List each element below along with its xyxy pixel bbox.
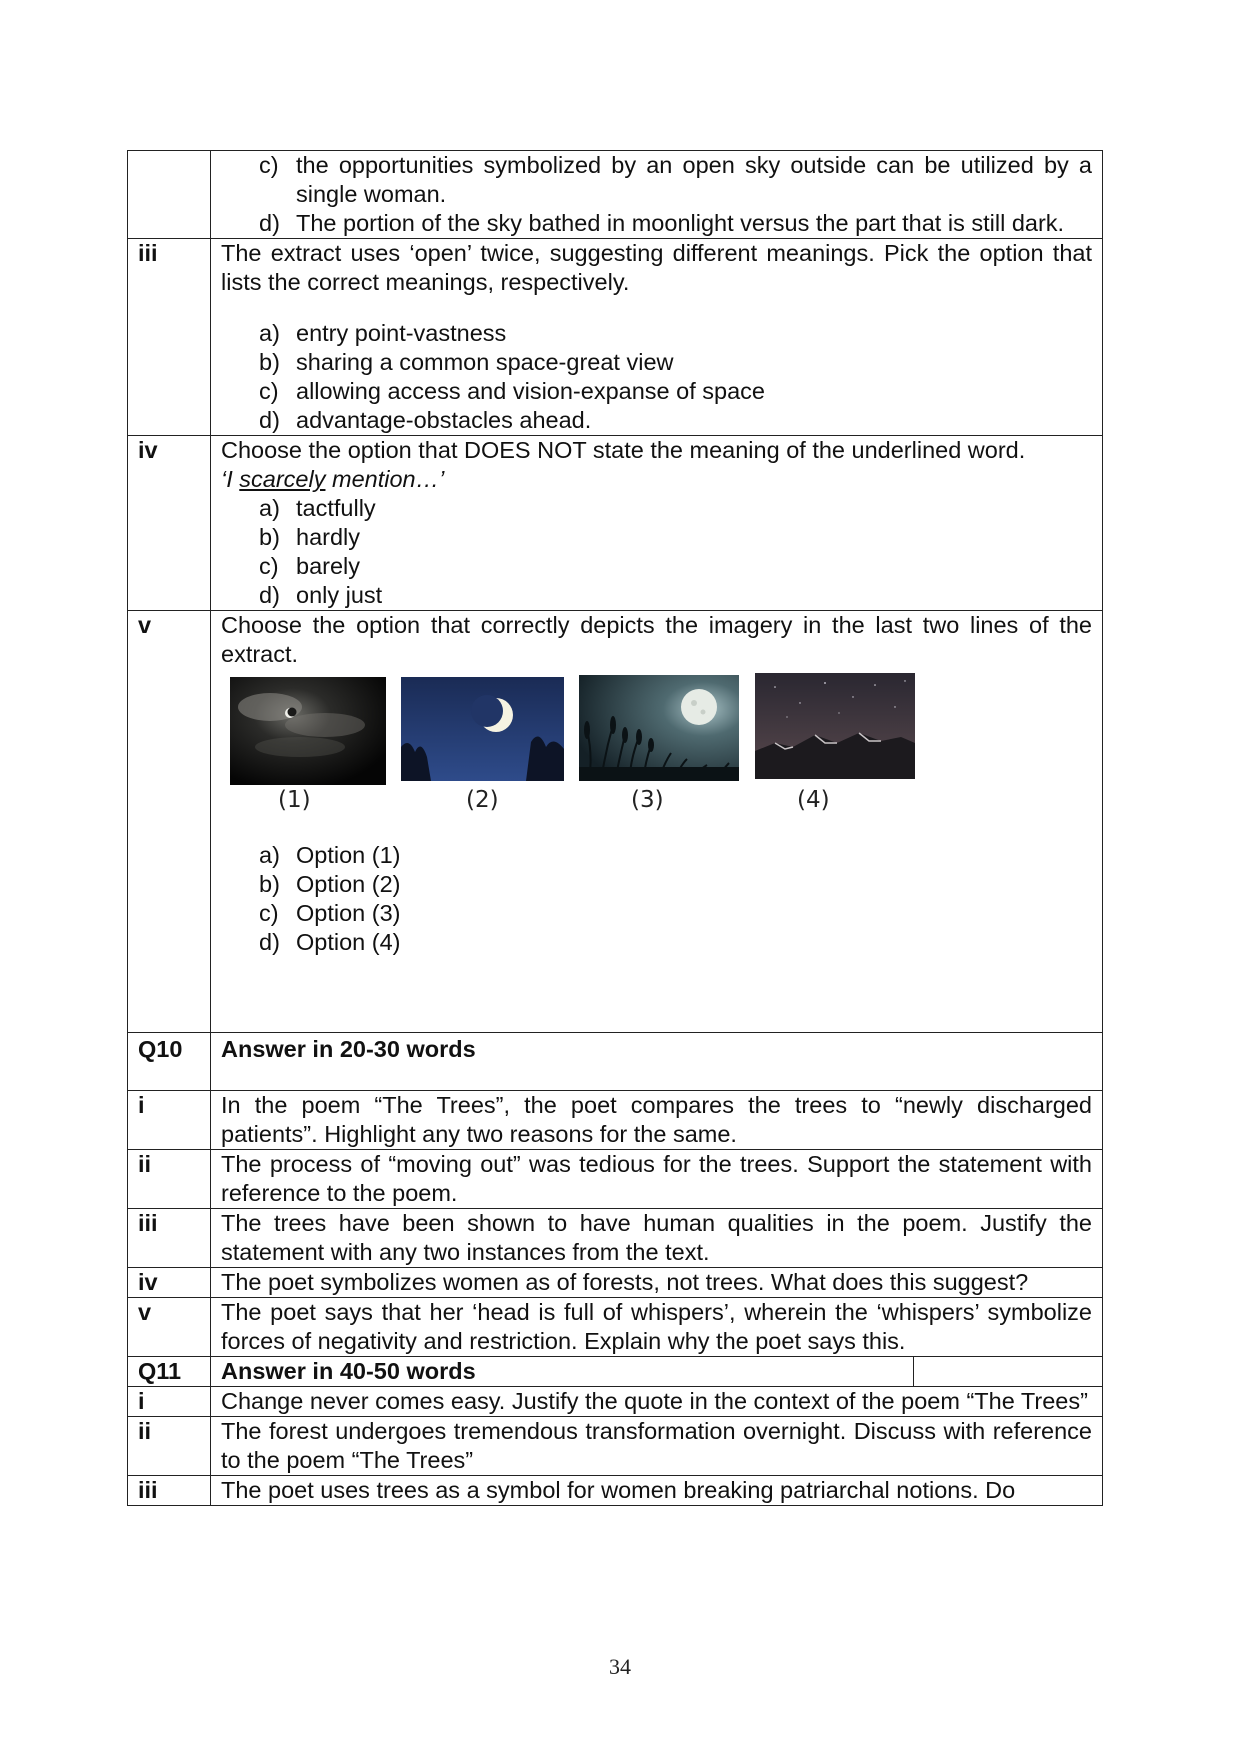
- image-caption: (1): [278, 787, 311, 813]
- question-number-cell: i: [128, 1091, 211, 1150]
- option-letter: d): [259, 582, 280, 608]
- question-text: In the poem “The Trees”, the poet compares the trees to “newly discharged patients”. Highlight any two reasons for the same.: [211, 1091, 1103, 1150]
- question-number-cell: i: [128, 1387, 211, 1417]
- option-item: [259, 841, 1092, 870]
- table-row: [128, 151, 1103, 239]
- question-body-cell: [211, 239, 1103, 436]
- table-row: [128, 1417, 1103, 1476]
- table-row: [128, 1091, 1103, 1150]
- option-list: [221, 841, 1092, 957]
- quote-close: mention…’: [325, 466, 445, 492]
- table-row: [128, 1298, 1103, 1357]
- table-row: [128, 1150, 1103, 1209]
- option-text: Option (3): [296, 900, 401, 926]
- option-text: the opportunities symbolized by an open sky outside can be utilized by a single woman.: [296, 152, 1092, 207]
- option-text: sharing a common space-great view: [296, 349, 674, 375]
- option-text: allowing access and vision-expanse of space: [296, 378, 765, 404]
- image-options: [221, 673, 1092, 821]
- table-row: [128, 1387, 1103, 1417]
- table-row: [128, 239, 1103, 436]
- option-letter: c): [259, 900, 279, 926]
- question-prompt: Choose the option that correctly depicts the imagery in the last two lines of the extract.: [221, 612, 1092, 667]
- question-number-cell: iii: [128, 1209, 211, 1268]
- question-table: [127, 150, 1103, 1506]
- image-caption: (4): [797, 787, 830, 813]
- question-body-cell: [211, 611, 1103, 1033]
- question-body-cell: [211, 436, 1103, 611]
- table-row: [128, 1357, 1103, 1387]
- option-text: The portion of the sky bathed in moonlight versus the part that is still dark.: [296, 210, 1065, 236]
- option-list: [221, 319, 1092, 435]
- option-letter: a): [259, 842, 280, 868]
- option-letter: c): [259, 378, 279, 404]
- option-item: [259, 209, 1092, 238]
- question-number-cell: [128, 151, 211, 239]
- option-text: barely: [296, 553, 361, 579]
- option-letter: a): [259, 320, 280, 346]
- option-list: [221, 494, 1092, 610]
- image-caption: (2): [466, 787, 499, 813]
- question-prompt: Choose the option that DOES NOT state the meaning of the underlined word.: [221, 437, 1026, 463]
- option-text: hardly: [296, 524, 361, 550]
- question-text: The forest undergoes tremendous transformation overnight. Discuss with reference to the poem “The Trees”: [211, 1417, 1103, 1476]
- table-row: [128, 611, 1103, 1033]
- option-item: [259, 319, 1092, 348]
- crescent-moon-image: [401, 677, 564, 781]
- section-heading: [211, 1357, 1103, 1387]
- question-body-cell: [211, 151, 1103, 239]
- question-text: The trees have been shown to have human qualities in the poem. Justify the statement with any two instances from the text.: [211, 1209, 1103, 1268]
- full-moon-grass-image: [579, 675, 739, 781]
- question-text: The process of “moving out” was tedious for the trees. Support the statement with reference to the poem.: [211, 1150, 1103, 1209]
- option-letter: b): [259, 524, 280, 550]
- option-list: [221, 151, 1092, 238]
- option-text: advantage-obstacles ahead.: [296, 407, 592, 433]
- option-text: Option (1): [296, 842, 401, 868]
- table-row: [128, 1209, 1103, 1268]
- image-caption: (3): [631, 787, 664, 813]
- section-heading: Answer in 20-30 words: [211, 1033, 1103, 1091]
- option-letter: d): [259, 929, 280, 955]
- question-prompt: The extract uses ‘open’ twice, suggesting different meanings. Pick the option that lists the correct meanings, respectively.: [221, 240, 1092, 295]
- option-letter: a): [259, 495, 280, 521]
- option-item: [259, 406, 1092, 435]
- option-item: [259, 928, 1092, 957]
- option-letter: b): [259, 871, 280, 897]
- option-text: Option (4): [296, 929, 401, 955]
- option-item: [259, 581, 1092, 610]
- question-number-cell: iii: [128, 239, 211, 436]
- question-number-cell: ii: [128, 1417, 211, 1476]
- table-row: [128, 1476, 1103, 1506]
- option-item: [259, 377, 1092, 406]
- question-number-cell: iv: [128, 436, 211, 611]
- question-number-cell: ii: [128, 1150, 211, 1209]
- option-item: [259, 552, 1092, 581]
- question-text: The poet symbolizes women as of forests, not trees. What does this suggest?: [211, 1268, 1103, 1298]
- cell-divider: [913, 1357, 1102, 1386]
- option-letter: c): [259, 553, 279, 579]
- question-number-cell: Q11: [128, 1357, 211, 1387]
- option-letter: c): [259, 152, 279, 178]
- option-item: [259, 523, 1092, 552]
- table-row: [128, 1268, 1103, 1298]
- quote-open: ‘I: [221, 466, 240, 492]
- table-row: [128, 1033, 1103, 1091]
- moon-clouds-image: [230, 677, 386, 785]
- question-number-cell: Q10: [128, 1033, 211, 1091]
- question-text: The poet says that her ‘head is full of whispers’, wherein the ‘whispers’ symbolize forces of negativity and restriction. Explain why the poet says this.: [211, 1298, 1103, 1357]
- option-text: Option (2): [296, 871, 401, 897]
- option-item: [259, 899, 1092, 928]
- question-number-cell: iv: [128, 1268, 211, 1298]
- starry-sky-mountains-image: [755, 673, 915, 779]
- question-number-cell: v: [128, 1298, 211, 1357]
- option-item: [259, 151, 1092, 209]
- section-heading-text: Answer in 40-50 words: [221, 1358, 476, 1384]
- quoted-phrase: [221, 465, 1092, 494]
- option-item: [259, 870, 1092, 899]
- option-letter: d): [259, 210, 280, 236]
- option-item: [259, 348, 1092, 377]
- question-number-cell: iii: [128, 1476, 211, 1506]
- option-item: [259, 494, 1092, 523]
- option-text: entry point-vastness: [296, 320, 507, 346]
- question-table-wrapper: [127, 150, 1103, 1506]
- option-text: only just: [296, 582, 383, 608]
- question-number-cell: v: [128, 611, 211, 1033]
- question-text: Change never comes easy. Justify the quote in the context of the poem “The Trees”: [211, 1387, 1103, 1417]
- option-letter: b): [259, 349, 280, 375]
- underlined-word: scarcely: [239, 466, 326, 492]
- page-number: 34: [609, 1654, 631, 1679]
- option-letter: d): [259, 407, 280, 433]
- question-text: The poet uses trees as a symbol for women breaking patriarchal notions. Do: [211, 1476, 1103, 1506]
- option-text: tactfully: [296, 495, 376, 521]
- table-row: [128, 436, 1103, 611]
